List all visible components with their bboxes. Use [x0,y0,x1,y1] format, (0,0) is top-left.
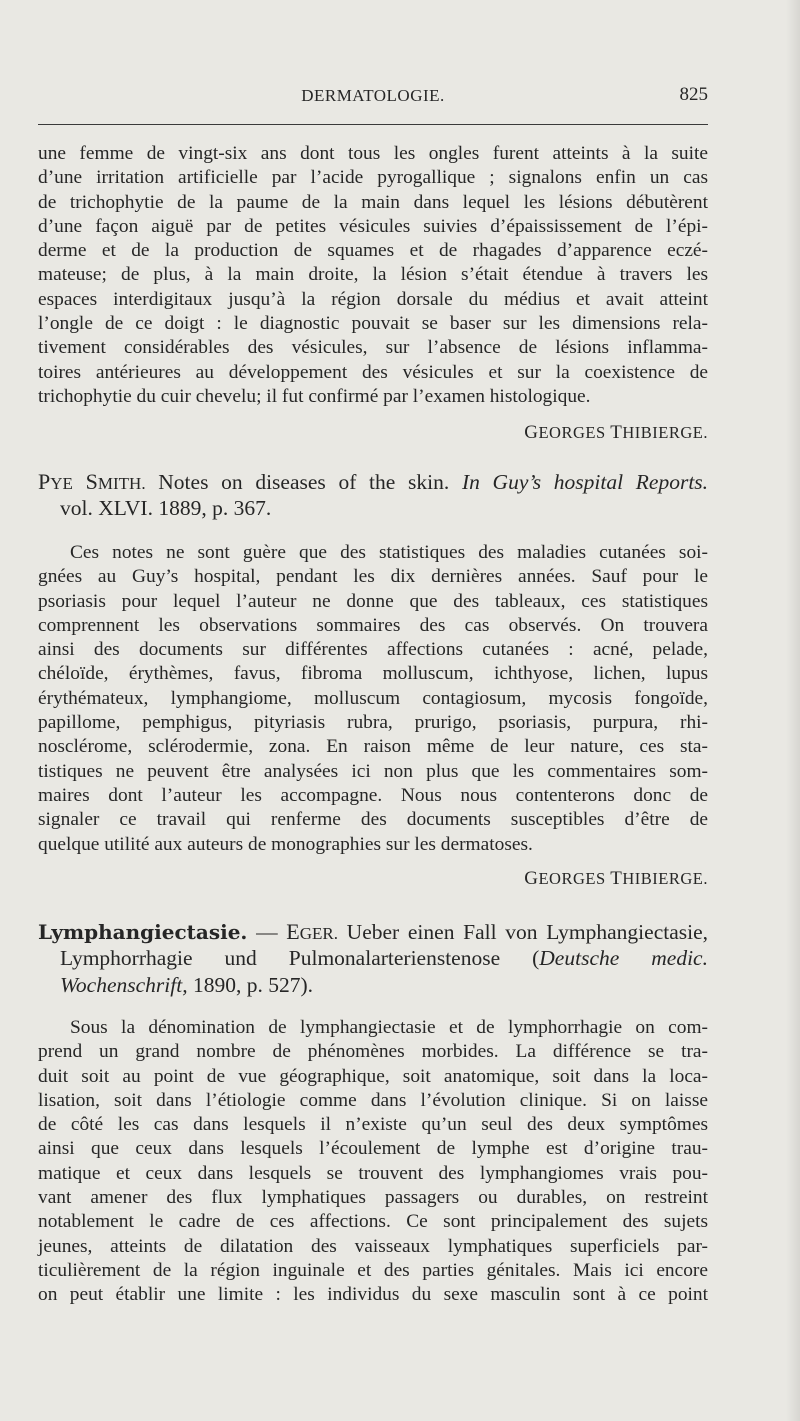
reference-line: vol. XLVI. 1889, p. 367. [60,496,272,520]
text-line: on peut établir une limite : les individus du sexe masculin sont à ce point [38,1284,708,1306]
running-head: DERMATOLOGIE. [301,86,445,105]
author-signature: GEORGES THIBIERGE. [524,422,708,443]
text-line: lisation, soit dans l’étiologie comme dans l’évolution clinique. Si on laisse [38,1089,708,1111]
page-number: 825 [679,84,708,105]
text-line: comprennent les observations sommaires des cas observés. On trouvera [38,614,708,636]
text-line: espaces interdigitaux jusqu’à la région dorsale du médius et avait atteint [38,288,708,310]
text-line: nosclérome, sclérodermie, zona. En raison même de leur nature, ces sta- [38,736,708,758]
text-line: papillome, pemphigus, pityriasis rubra, prurigo, psoriasis, purpura, rhi- [38,712,708,734]
text-line: vant amener des flux lymphatiques passagers ou durables, on restreint [38,1187,708,1209]
text-line: Ces notes ne sont guère que des statistiques des maladies cutanées soi- [70,542,708,563]
text-line: Sous la dénomination de lymphangiectasie et de lymphorrhagie on com- [70,1017,708,1038]
page-edge-shadow [786,0,800,1421]
paragraph-continuation [38,142,708,409]
reference-journal: Deutsche medic. [539,946,708,970]
text-line: matique et ceux dans lesquels se trouvent des lymphangiomes vrais pou- [38,1162,708,1184]
section-heading: Lymphangiectasie. [38,920,248,944]
paragraph [38,1016,708,1308]
text-line: d’une irritation artificielle par l’acide pyrogallique ; signalons enfin un cas [38,167,708,189]
header-rule [38,124,708,125]
text-line: l’ongle de ce doigt : le diagnostic pouvait se baser sur les dimensions rela- [38,313,708,335]
text-line: prend un grand nombre de phénomènes morbides. La différence se tra- [38,1041,708,1063]
text-line: jeunes, atteints de dilatation des vaisseaux lymphatiques superficiels par- [38,1235,708,1257]
text-line: de trichophytie de la paume de la main dans lequel les lésions débutèrent [38,191,708,213]
text-line: érythémateux, lymphangiome, molluscum contagiosum, mycosis fongoïde, [38,687,708,709]
text-line: psoriasis pour lequel l’auteur ne donne que des tableaux, ces statistiques [38,590,708,612]
text-line: d’une façon aiguë par de petites vésicules suivies d’épaississement de l’épi- [38,215,708,237]
text-line: trichophytie du cuir chevelu; il fut confirmé par l’examen histologique. [38,385,591,407]
text-line: ainsi que ceux dans lesquels l’écoulement de lymphe est d’origine trau- [38,1138,708,1160]
reference-title: Notes on diseases of the skin. [158,470,450,494]
text-line: ainsi des documents sur différentes affections cutanées : acné, pelade, [38,639,708,661]
text-line: gnées au Guy’s hospital, pendant les dix dernières années. Sauf pour le [38,566,708,588]
reference-line: Lymphorrhagie und Pulmonalarterienstenose (Deutsche medic. [60,946,708,970]
reference-line: Wochenschrift, 1890, p. 527). [60,973,314,997]
text-line: notablement le cadre de ces affections. Ce sont principalement des sujets [38,1211,708,1233]
paragraph [38,541,708,857]
author-signature: GEORGES THIBIERGE. [524,868,708,889]
text-line: tivement considérables des vésicules, sur l’absence de lésions inflamma- [38,337,708,359]
text-line: de côté les cas dans lesquels il n’existe qu’un seul des deux symptômes [38,1114,708,1136]
reference-line: Lymphangiectasie. — EGER. Ueber einen Fall von Lymphangiectasie, [38,919,709,944]
text-line: maires dont l’auteur les accompagne. Nous nous contenterons donc de [38,784,708,806]
bibliographic-reference [38,468,708,522]
reference-line: PYE SMITH. Notes on diseases of the skin. In Guy’s hospital Reports. [38,469,709,494]
bibliographic-reference [38,918,708,999]
text-line: chéloïde, érythèmes, favus, fibroma molluscum, ichthyose, lichen, lupus [38,663,708,685]
text-line: une femme de vingt-six ans dont tous les ongles furent atteints à la suite [38,143,708,164]
text-line: duit soit au point de vue géographique, soit anatomique, soit dans la loca- [38,1065,708,1087]
page-header [38,84,708,110]
reference-journal: In Guy’s hospital Reports. [461,470,709,494]
text-line: mateuse; de plus, à la main droite, la lésion s’était étendue à travers les [38,264,708,286]
text-line: ticulièrement de la région inguinale et des parties génitales. Mais ici encore [38,1259,708,1281]
text-line: tistiques ne peuvent être analysées ici non plus que les commentaires som- [38,760,708,782]
text-line: signaler ce travail qui renferme des documents susceptibles d’être de [38,809,708,831]
text-line: toires antérieures au développement des vésicules et sur la coexistence de [38,361,708,383]
text-line: derme et de la production de squames et de rhagades d’apparence eczé- [38,240,708,262]
text-line: quelque utilité aux auteurs de monographies sur les dermatoses. [38,833,533,855]
